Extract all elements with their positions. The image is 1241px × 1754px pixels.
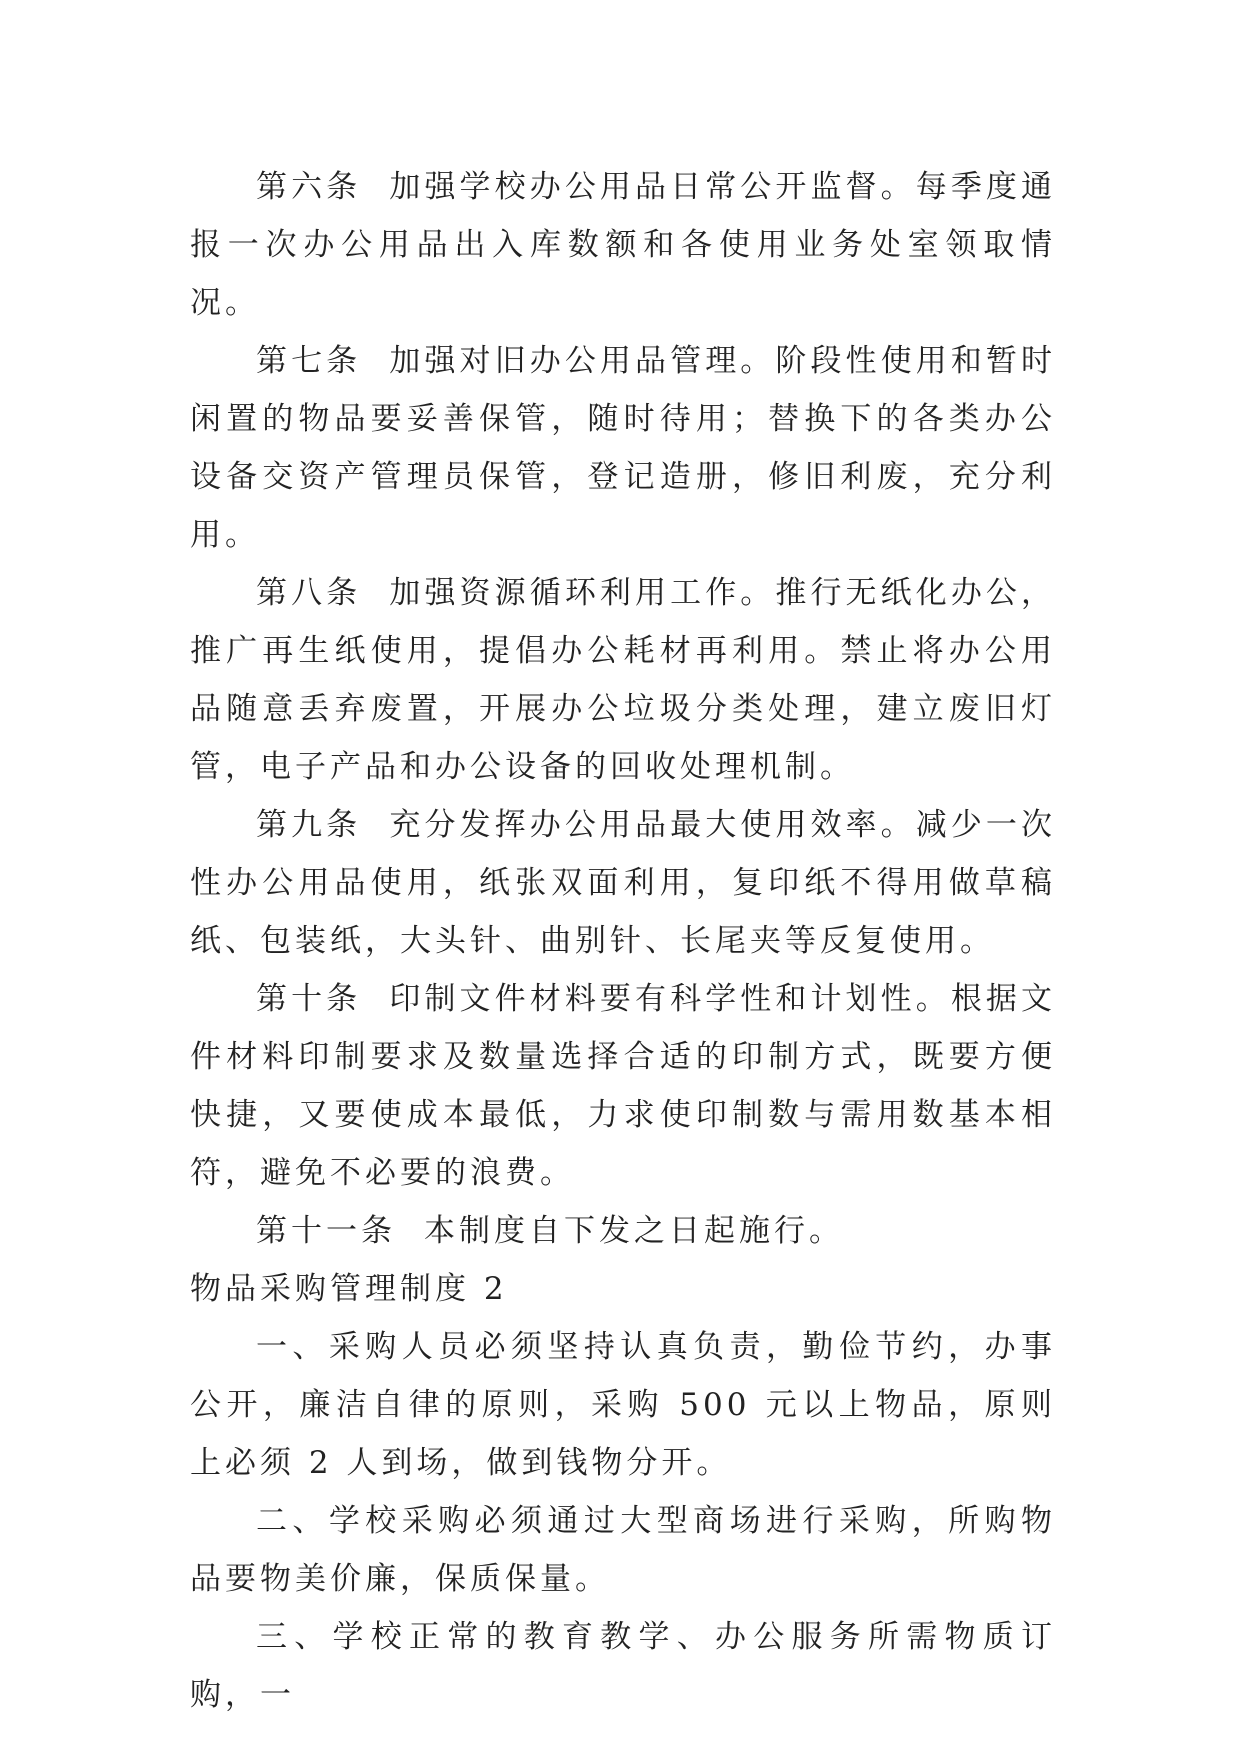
document-body	[190, 158, 1056, 1724]
article-text: 加强资源循环利用工作。推行无纸化办公，推广再生纸使用，提倡办公耗材再利用。禁止将办公用品随意丢弃废置，开展办公垃圾分类处理，建立废旧灯管，电子产品和办公设备的回收处理机制。	[190, 575, 1057, 785]
article-text: 加强学校办公用品日常公开监督。每季度通报一次办公用品出入库数额和各使用业务处室领取情况。	[190, 169, 1057, 321]
article-10	[190, 970, 1056, 1202]
article-text: 印制文件材料要有科学性和计划性。根据文件材料印制要求及数量选择合适的印制方式，既要方便快捷，又要使成本最低，力求使印制数与需用数基本相符，避免不必要的浪费。	[190, 981, 1057, 1191]
article-11	[190, 1202, 1056, 1260]
rule-3: 三、学校正常的教育教学、办公服务所需物质订购，一	[190, 1619, 1056, 1713]
article-label: 第七条	[256, 343, 362, 379]
rule-2: 二、学校采购必须通过大型商场进行采购，所购物品要物美价廉，保质保量。	[190, 1503, 1056, 1597]
article-9	[190, 796, 1056, 970]
article-8	[190, 564, 1056, 796]
section-title: 物品采购管理制度 2	[190, 1271, 508, 1307]
article-label: 第六条	[256, 169, 362, 205]
article-label: 第八条	[256, 575, 362, 611]
article-7	[190, 332, 1056, 564]
article-text: 加强对旧办公用品管理。阶段性使用和暂时闲置的物品要妥善保管，随时待用；替换下的各类办公设备交资产管理员保管，登记造册，修旧利废，充分利用。	[190, 343, 1057, 553]
article-label: 第十条	[256, 981, 362, 1017]
article-label: 第十一条	[256, 1213, 396, 1249]
article-6	[190, 158, 1056, 332]
rule-1: 一、采购人员必须坚持认真负责，勤俭节约，办事公开，廉洁自律的原则，采购 500 元以上物品，原则上必须 2 人到场，做到钱物分开。	[190, 1329, 1056, 1481]
article-text: 本制度自下发之日起施行。	[424, 1213, 844, 1249]
article-text: 充分发挥办公用品最大使用效率。减少一次性办公用品使用，纸张双面利用，复印纸不得用做草稿纸、包装纸，大头针、曲别针、长尾夹等反复使用。	[190, 807, 1057, 959]
article-label: 第九条	[256, 807, 362, 843]
